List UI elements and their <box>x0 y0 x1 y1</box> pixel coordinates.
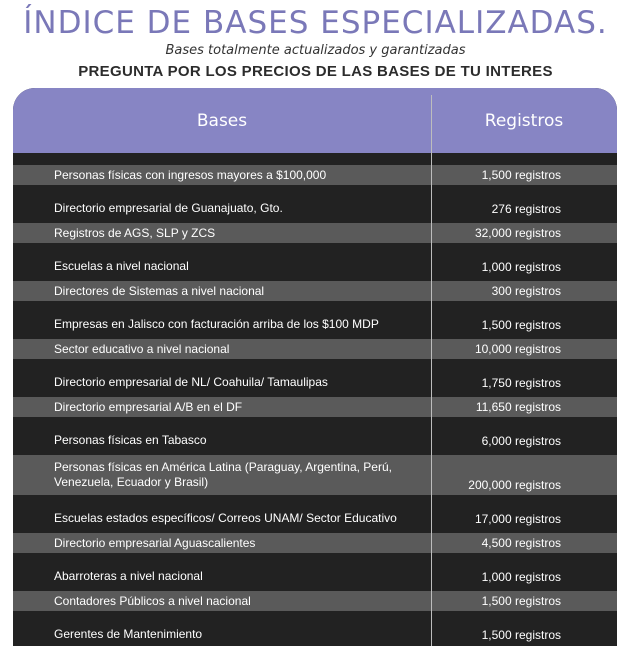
table-body <box>13 165 617 646</box>
registros-cell: 300 registros <box>491 284 561 298</box>
table-row <box>13 252 617 281</box>
registros-cell: 200,000 registros <box>468 478 561 492</box>
table-row <box>13 455 617 495</box>
table-row <box>13 310 617 339</box>
column-divider <box>431 95 432 646</box>
table-row <box>13 426 617 455</box>
registros-cell: 1,500 registros <box>481 594 561 608</box>
registros-cell: 6,000 registros <box>481 433 561 448</box>
registros-cell: 276 registros <box>491 201 561 216</box>
registros-cell: 11,650 registros <box>475 400 561 414</box>
base-name-cell: Personas físicas en América Latina (Paraguay, Argentina, Perú, Venezuela, Ecuador y Brasil) <box>54 460 392 489</box>
base-name-cell: Gerentes de Mantenimiento <box>54 627 203 641</box>
registros-cell: 17,000 registros <box>474 511 561 526</box>
page-subtitle: Bases totalmente actualizados y garantizadas <box>165 43 466 58</box>
table-row <box>13 562 617 591</box>
base-name-cell: Sector educativo a nivel nacional <box>54 341 230 356</box>
table-row <box>13 281 617 301</box>
tagline: PREGUNTA POR LOS PRECIOS DE LAS BASES DE TU INTERES <box>78 63 553 80</box>
table-row <box>13 533 617 553</box>
base-name-cell: Escuelas a nivel nacional <box>54 259 189 273</box>
base-name-cell: Personas físicas en Tabasco <box>54 433 207 447</box>
registros-cell: 1,750 registros <box>481 375 561 390</box>
registros-cell: 1,000 registros <box>481 569 561 584</box>
registros-cell: 1,500 registros <box>481 627 561 642</box>
table-row <box>13 223 617 243</box>
base-name-cell: Directorio empresarial de Guanajuato, Gto. <box>54 201 283 215</box>
registros-cell: 32,000 registros <box>474 226 561 240</box>
bases-table <box>13 88 617 646</box>
base-name-cell: Abarroteras a nivel nacional <box>54 569 203 583</box>
table-row <box>13 591 617 611</box>
table-row <box>13 339 617 359</box>
base-name-cell: Escuelas estados específicos/ Correos UNAM/ Sector Educativo <box>54 511 397 525</box>
base-name-cell: Directorio empresarial Aguascalientes <box>54 535 256 550</box>
base-name-cell: Empresas en Jalisco con facturación arriba de los $100 MDP <box>54 317 379 331</box>
registros-cell: 1,500 registros <box>481 317 561 332</box>
registros-cell: 10,000 registros <box>474 342 561 356</box>
column-header-registros: Registros <box>484 110 564 131</box>
table-row <box>13 620 617 646</box>
base-name-cell: Contadores Públicos a nivel nacional <box>54 593 251 608</box>
table-row <box>13 397 617 417</box>
page-title: ÍNDICE DE BASES ESPECIALIZADAS. <box>23 5 608 41</box>
table-row <box>13 194 617 223</box>
base-name-cell: Directores de Sistemas a nivel nacional <box>54 283 265 298</box>
base-name-cell: Personas físicas con ingresos mayores a $100,000 <box>54 167 327 182</box>
base-name-cell: Directorio empresarial A/B en el DF <box>54 399 243 414</box>
table-row <box>13 504 617 533</box>
column-header-bases: Bases <box>196 110 248 131</box>
registros-cell: 1,500 registros <box>481 168 561 182</box>
registros-cell: 4,500 registros <box>481 536 561 550</box>
base-name-cell: Registros de AGS, SLP y ZCS <box>54 225 216 240</box>
table-row <box>13 368 617 397</box>
table-header <box>13 88 617 153</box>
base-name-cell: Directorio empresarial de NL/ Coahuila/ Tamaulipas <box>54 375 328 389</box>
table-row <box>13 165 617 185</box>
registros-cell: 1,000 registros <box>481 259 561 274</box>
